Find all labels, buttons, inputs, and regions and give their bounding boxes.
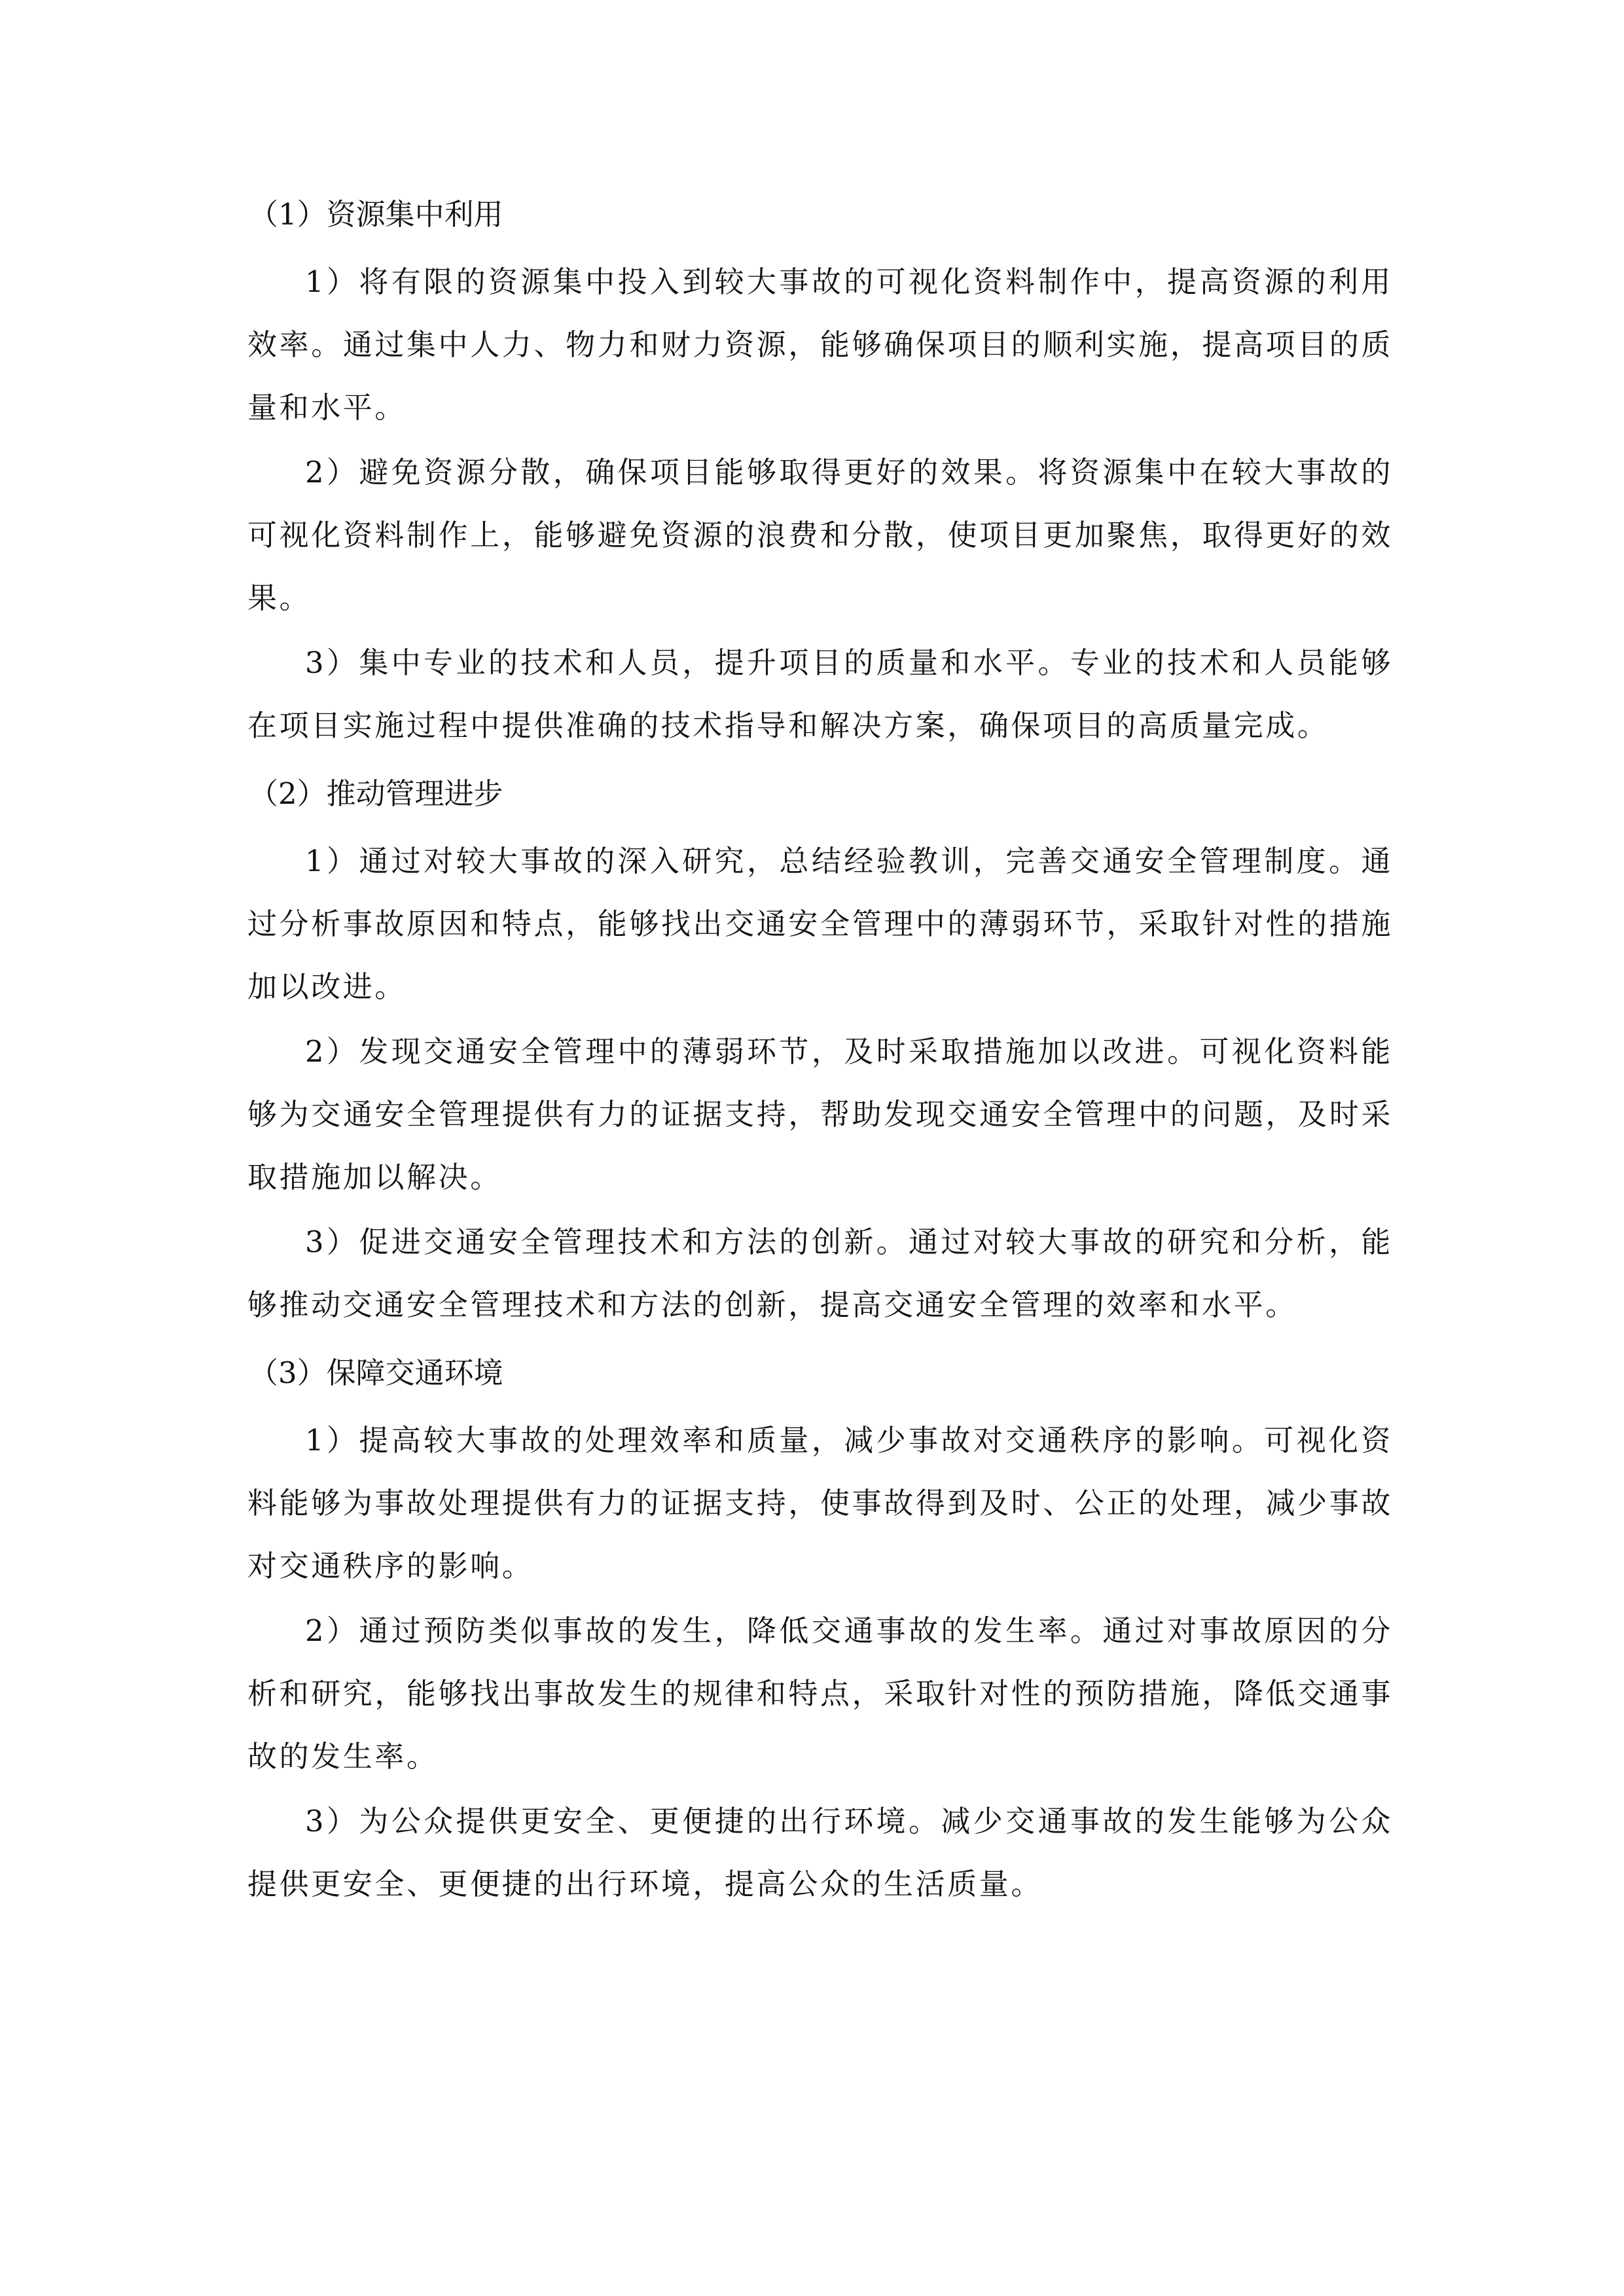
paragraph: 1）通过对较大事故的深入研究，总结经验教训，完善交通安全管理制度。通过分析事故原因和特点，能够找出交通安全管理中的薄弱环节，采取针对性的措施加以改进。 [247, 844, 1393, 1004]
paragraph: 1）将有限的资源集中投入到较大事故的可视化资料制作中，提高资源的利用效率。通过集中人力、物力和财力资源，能够确保项目的顺利实施，提高项目的质量和水平。 [247, 264, 1393, 425]
paragraph: 2）避免资源分散，确保项目能够取得更好的效果。将资源集中在较大事故的可视化资料制作上，能够避免资源的浪费和分散，使项目更加聚焦，取得更好的效果。 [247, 455, 1393, 615]
section-heading: （3）保障交通环境 [249, 1355, 503, 1390]
paragraph: 3）促进交通安全管理技术和方法的创新。通过对较大事故的研究和分析，能够推动交通安全管理技术和方法的创新，提高交通安全管理的效率和水平。 [247, 1225, 1393, 1322]
section-traffic-environment [247, 1354, 1393, 1916]
section-management-progress [247, 774, 1393, 1336]
section-heading: （2）推动管理进步 [249, 776, 503, 811]
section-resource-concentration [247, 195, 1393, 757]
paragraph: 2）发现交通安全管理中的薄弱环节，及时采取措施加以改进。可视化资料能够为交通安全管理提供有力的证据支持，帮助发现交通安全管理中的问题，及时采取措施加以解决。 [247, 1034, 1393, 1194]
document-body [247, 195, 1393, 1918]
paragraph: 1）提高较大事故的处理效率和质量，减少事故对交通秩序的影响。可视化资料能够为事故处理提供有力的证据支持，使事故得到及时、公正的处理，减少事故对交通秩序的影响。 [247, 1423, 1393, 1583]
section-heading: （1）资源集中利用 [249, 197, 503, 232]
paragraph: 2）通过预防类似事故的发生，降低交通事故的发生率。通过对事故原因的分析和研究，能够找出事故发生的规律和特点，采取针对性的预防措施，降低交通事故的发生率。 [247, 1613, 1393, 1774]
paragraph: 3）为公众提供更安全、更便捷的出行环境。减少交通事故的发生能够为公众提供更安全、更便捷的出行环境，提高公众的生活质量。 [247, 1804, 1393, 1901]
paragraph: 3）集中专业的技术和人员，提升项目的质量和水平。专业的技术和人员能够在项目实施过程中提供准确的技术指导和解决方案，确保项目的高质量完成。 [247, 645, 1393, 743]
